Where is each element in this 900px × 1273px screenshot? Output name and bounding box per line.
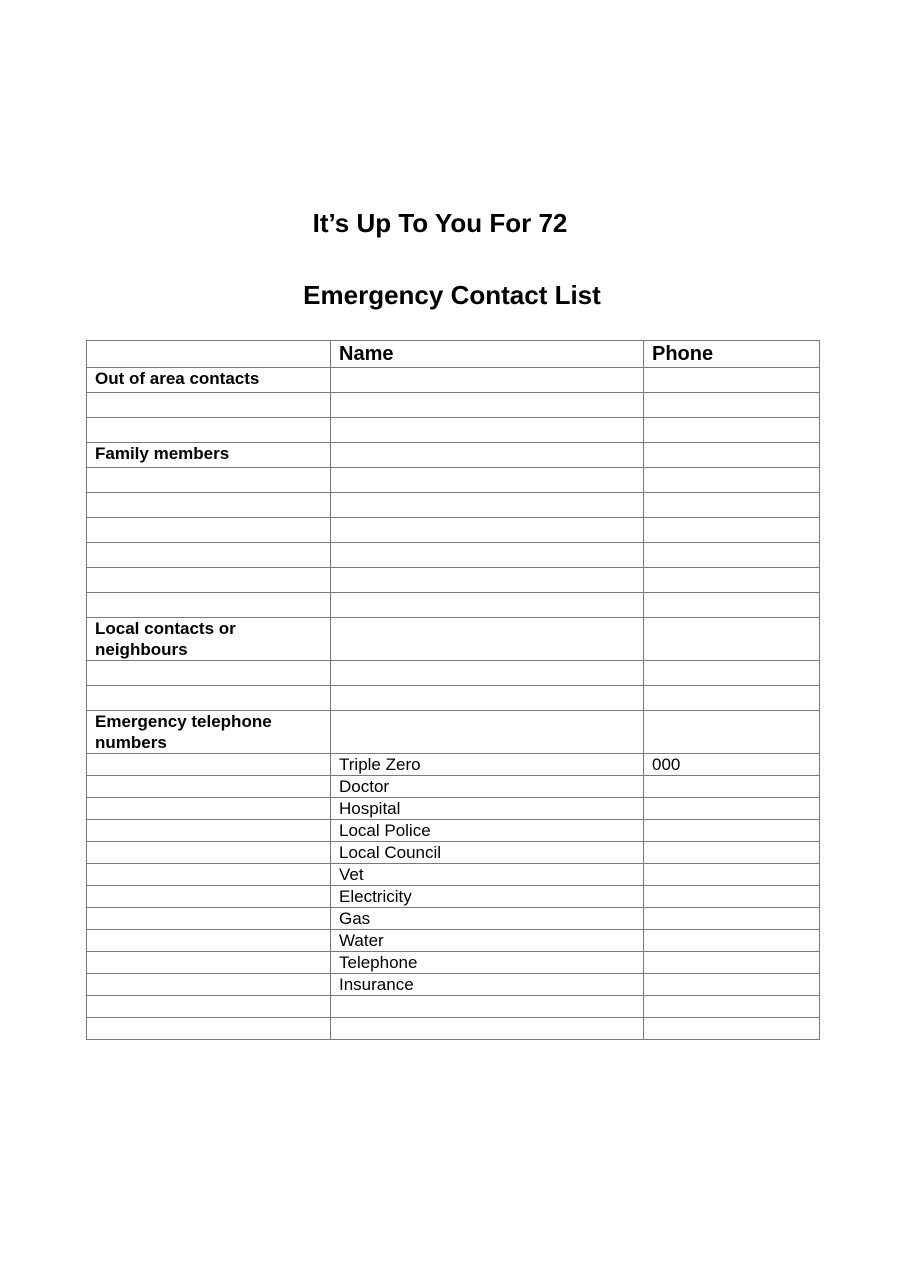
name-cell[interactable] [331, 711, 644, 754]
category-cell[interactable] [87, 493, 331, 518]
emergency-name: Insurance [331, 974, 644, 996]
emergency-phone[interactable] [644, 820, 820, 842]
table-body [87, 368, 820, 1040]
emergency-name: Vet [331, 864, 644, 886]
phone-column-header: Phone [644, 341, 820, 368]
category-cell[interactable] [87, 798, 331, 820]
table-row [87, 543, 820, 568]
name-column-header: Name [331, 341, 644, 368]
contact-table [86, 340, 820, 1040]
category-cell[interactable] [87, 974, 331, 996]
emergency-phone[interactable] [644, 974, 820, 996]
emergency-number-row [87, 776, 820, 798]
emergency-name: Electricity [331, 886, 644, 908]
section-label: Emergency telephone numbers [87, 711, 331, 754]
table-row [87, 661, 820, 686]
table-row [87, 593, 820, 618]
category-cell[interactable] [87, 776, 331, 798]
emergency-phone[interactable] [644, 798, 820, 820]
section-row [87, 711, 820, 754]
category-cell[interactable] [87, 842, 331, 864]
category-cell[interactable] [87, 686, 331, 711]
name-cell[interactable] [331, 1018, 644, 1040]
phone-cell[interactable] [644, 493, 820, 518]
table-row [87, 418, 820, 443]
section-row [87, 618, 820, 661]
name-cell[interactable] [331, 618, 644, 661]
name-cell[interactable] [331, 443, 644, 468]
document-title: It’s Up To You For 72 [312, 208, 568, 238]
section-row [87, 443, 820, 468]
phone-cell[interactable] [644, 518, 820, 543]
table-row [87, 468, 820, 493]
phone-cell[interactable] [644, 368, 820, 393]
phone-cell[interactable] [644, 618, 820, 661]
emergency-name: Water [331, 930, 644, 952]
phone-cell[interactable] [644, 393, 820, 418]
category-cell[interactable] [87, 1018, 331, 1040]
emergency-number-row [87, 952, 820, 974]
phone-cell[interactable] [644, 418, 820, 443]
phone-cell[interactable] [644, 593, 820, 618]
section-label: Family members [87, 443, 331, 468]
section-label: Local contacts or neighbours [87, 618, 331, 661]
name-cell[interactable] [331, 518, 644, 543]
category-cell[interactable] [87, 820, 331, 842]
category-cell[interactable] [87, 418, 331, 443]
emergency-phone[interactable] [644, 842, 820, 864]
name-cell[interactable] [331, 996, 644, 1018]
emergency-number-row [87, 864, 820, 886]
category-column-header [87, 341, 331, 368]
phone-cell[interactable] [644, 568, 820, 593]
phone-cell[interactable] [644, 711, 820, 754]
category-cell[interactable] [87, 543, 331, 568]
emergency-name: Doctor [331, 776, 644, 798]
phone-cell[interactable] [644, 543, 820, 568]
emergency-phone[interactable] [644, 886, 820, 908]
name-cell[interactable] [331, 568, 644, 593]
phone-cell[interactable] [644, 468, 820, 493]
document-subtitle: Emergency Contact List [303, 280, 601, 310]
category-cell[interactable] [87, 908, 331, 930]
emergency-name: Triple Zero [331, 754, 644, 776]
emergency-number-row [87, 798, 820, 820]
emergency-name: Hospital [331, 798, 644, 820]
category-cell[interactable] [87, 468, 331, 493]
name-cell[interactable] [331, 418, 644, 443]
section-label: Out of area contacts [87, 368, 331, 393]
category-cell[interactable] [87, 952, 331, 974]
category-cell[interactable] [87, 864, 331, 886]
emergency-phone[interactable] [644, 930, 820, 952]
table-row [87, 568, 820, 593]
emergency-phone[interactable] [644, 864, 820, 886]
emergency-number-row [87, 820, 820, 842]
table-row [87, 493, 820, 518]
name-cell[interactable] [331, 393, 644, 418]
name-cell[interactable] [331, 686, 644, 711]
category-cell[interactable] [87, 518, 331, 543]
table-row [87, 393, 820, 418]
table-row [87, 686, 820, 711]
category-cell[interactable] [87, 661, 331, 686]
phone-cell[interactable] [644, 996, 820, 1018]
emergency-phone[interactable]: 000 [644, 754, 820, 776]
phone-cell[interactable] [644, 686, 820, 711]
section-row [87, 368, 820, 393]
emergency-number-row [87, 930, 820, 952]
table-row [87, 1018, 820, 1040]
emergency-number-row [87, 886, 820, 908]
emergency-name: Telephone [331, 952, 644, 974]
table-row [87, 996, 820, 1018]
category-cell[interactable] [87, 754, 331, 776]
category-cell[interactable] [87, 996, 331, 1018]
emergency-phone[interactable] [644, 776, 820, 798]
emergency-number-row [87, 974, 820, 996]
phone-cell[interactable] [644, 1018, 820, 1040]
name-cell[interactable] [331, 593, 644, 618]
emergency-name: Local Council [331, 842, 644, 864]
name-cell[interactable] [331, 468, 644, 493]
emergency-name: Local Police [331, 820, 644, 842]
emergency-phone[interactable] [644, 952, 820, 974]
name-cell[interactable] [331, 661, 644, 686]
name-cell[interactable] [331, 368, 644, 393]
name-cell[interactable] [331, 493, 644, 518]
name-cell[interactable] [331, 543, 644, 568]
category-cell[interactable] [87, 930, 331, 952]
emergency-name: Gas [331, 908, 644, 930]
phone-cell[interactable] [644, 661, 820, 686]
emergency-phone[interactable] [644, 908, 820, 930]
category-cell[interactable] [87, 593, 331, 618]
category-cell[interactable] [87, 393, 331, 418]
emergency-number-row [87, 842, 820, 864]
table-row [87, 518, 820, 543]
phone-cell[interactable] [644, 443, 820, 468]
emergency-number-row [87, 908, 820, 930]
emergency-number-row [87, 754, 820, 776]
table-header-row [87, 341, 820, 368]
category-cell[interactable] [87, 886, 331, 908]
category-cell[interactable] [87, 568, 331, 593]
